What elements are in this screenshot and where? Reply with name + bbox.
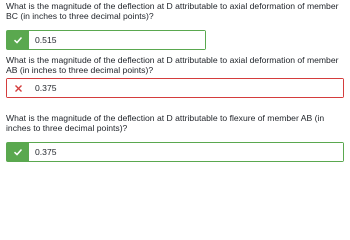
- x-icon: [14, 84, 23, 93]
- answer-value: 0.375: [29, 79, 343, 97]
- question-block-3: [6, 113, 344, 166]
- incorrect-status: [7, 79, 29, 97]
- question-text: What is the magnitude of the deflection at D attributable to axial deformation of member AB (in inches to three decimal points)?: [6, 55, 339, 75]
- question-text: What is the magnitude of the deflection at D attributable to axial deformation of member BC (in inches to three decimal points)?: [6, 1, 339, 21]
- answer-value: 0.515: [29, 31, 205, 49]
- answer-field[interactable]: [6, 30, 206, 50]
- question-block-2: [6, 55, 344, 110]
- checkmark-icon: [13, 35, 23, 45]
- checkmark-icon: [13, 147, 23, 157]
- answer-value: 0.375: [29, 143, 343, 161]
- answer-field[interactable]: [6, 78, 344, 98]
- question-block-1: [6, 1, 344, 54]
- correct-status: [7, 143, 29, 161]
- answer-field[interactable]: [6, 142, 344, 162]
- question-text: What is the magnitude of the deflection at D attributable to flexure of member AB (in inches to three decimal points)?: [6, 113, 325, 133]
- correct-status: [7, 31, 29, 49]
